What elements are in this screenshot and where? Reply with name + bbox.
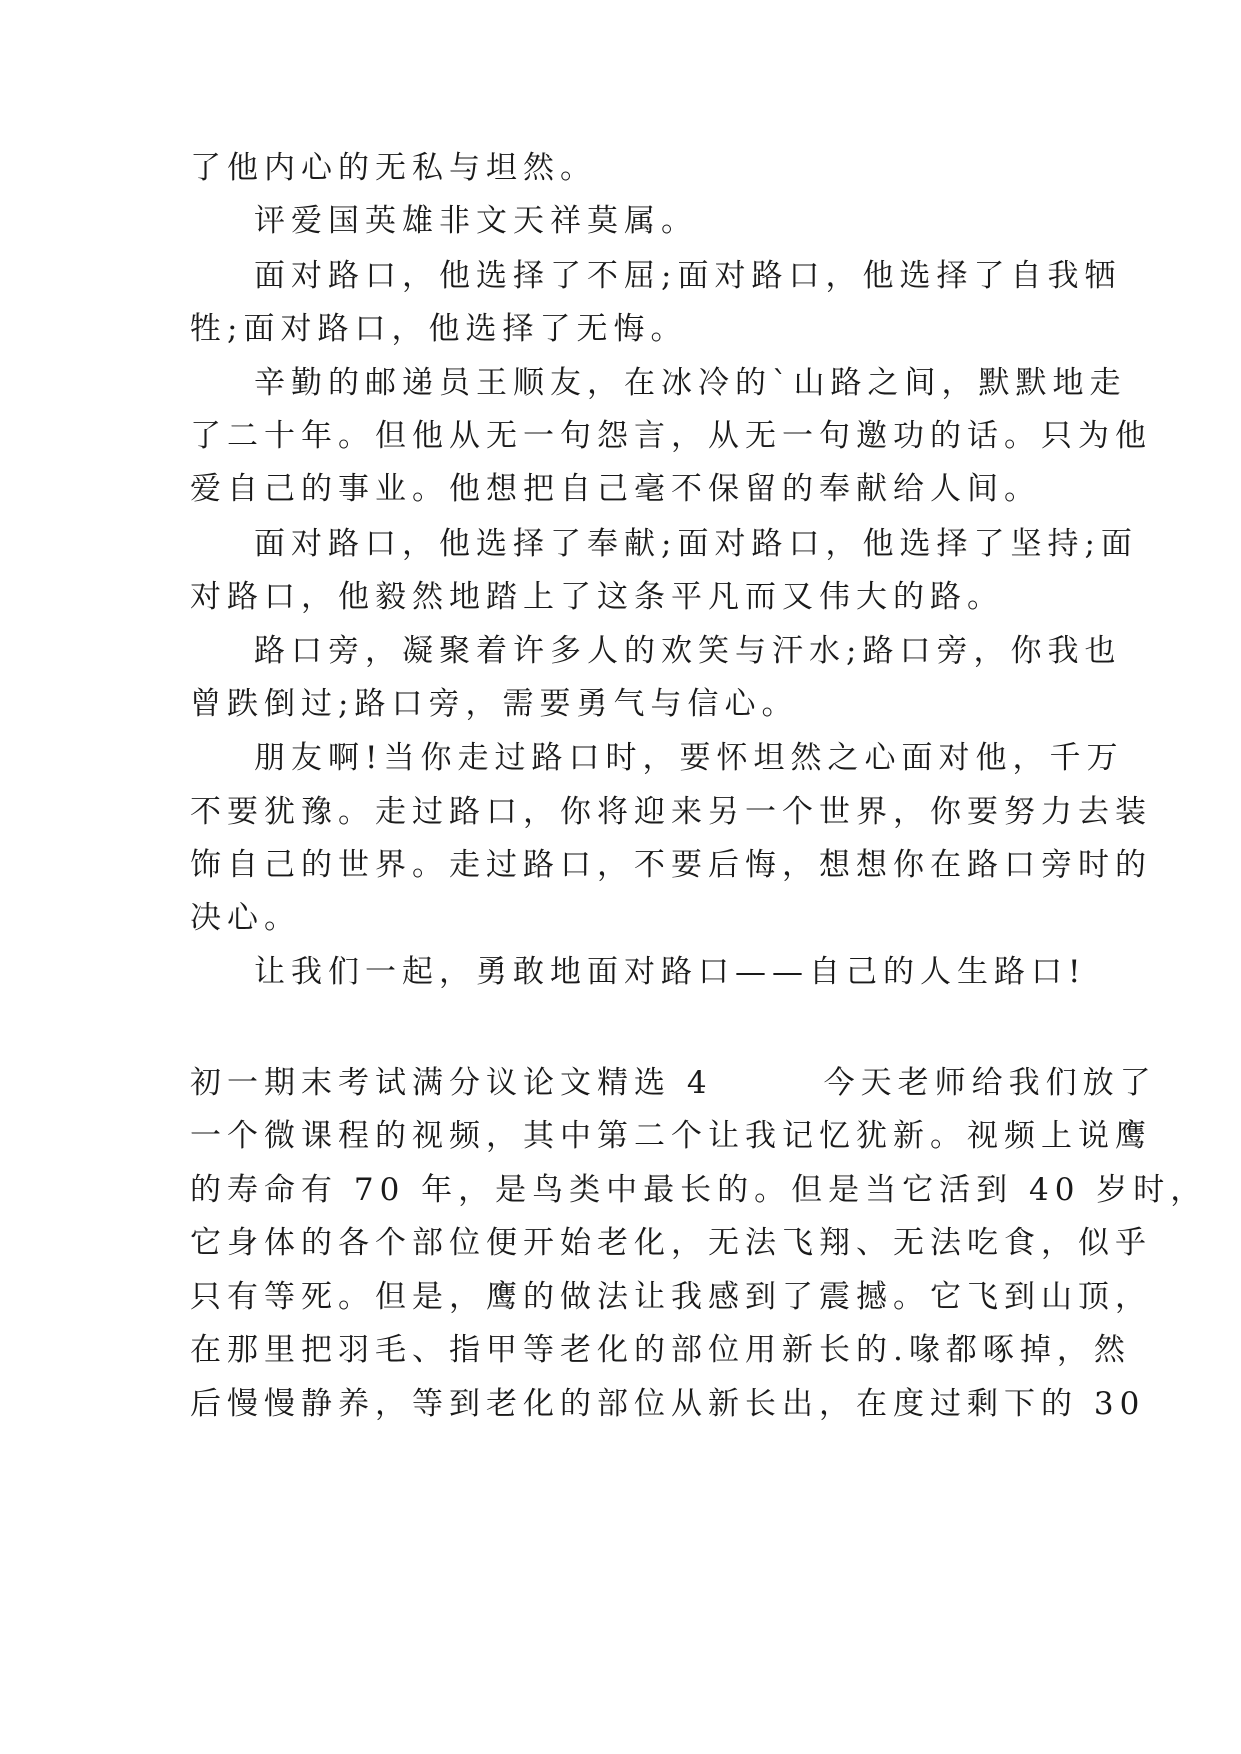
text-line: 爱自己的事业。他想把自己毫不保留的奉献给人间。 [190, 471, 1041, 507]
text-line: 不要犹豫。走过路口，你将迎来另一个世界，你要努力去装 [190, 794, 1152, 830]
text-line: 在那里把羽毛、指甲等老化的部位用新长的.喙都啄掉，然 [190, 1332, 1131, 1368]
text-line: 后慢慢静养，等到老化的部位从新长出，在度过剩下的 30 [190, 1386, 1146, 1422]
text-line: 了他内心的无私与坦然。 [190, 150, 597, 186]
text-line: 决心。 [190, 900, 301, 936]
paragraph-line: 让我们一起，勇敢地面对路口——自己的人生路口! [254, 954, 1087, 990]
text-line: 只有等死。但是，鹰的做法让我感到了震撼。它飞到山顶， [190, 1279, 1152, 1315]
text-line: 饰自己的世界。走过路口，不要后悔，想想你在路口旁时的 [190, 847, 1152, 883]
text-line: 它身体的各个部位便开始老化，无法飞翔、无法吃食，似乎 [190, 1225, 1152, 1261]
text-line: 牲;面对路口，他选择了无悔。 [190, 311, 688, 347]
text-line: 的寿命有 70 年，是鸟类中最长的。但是当它活到 40 岁时， [190, 1172, 1208, 1208]
paragraph-line: 路口旁，凝聚着许多人的欢笑与汗水;路口旁，你我也 [254, 633, 1122, 669]
text-line: 曾跌倒过;路口旁，需要勇气与信心。 [190, 686, 799, 722]
text-line: 一个微课程的视频，其中第二个让我记忆犹新。视频上说鹰 [190, 1118, 1152, 1154]
paragraph-line: 面对路口，他选择了奉献;面对路口，他选择了坚持;面 [254, 526, 1138, 562]
text-line: 了二十年。但他从无一句怨言，从无一句邀功的话。只为他 [190, 418, 1152, 454]
paragraph-line: 评爱国英雄非文天祥莫属。 [254, 203, 698, 239]
paragraph-line: 辛勤的邮递员王顺友，在冰冷的`山路之间，默默地走 [254, 365, 1127, 401]
section-heading-line: 初一期末考试满分议论文精选 4 今天老师给我们放了 [190, 1065, 1157, 1101]
text-line: 对路口，他毅然地踏上了这条平凡而又伟大的路。 [190, 579, 1004, 615]
paragraph-line: 面对路口，他选择了不屈;面对路口，他选择了自我牺 [254, 258, 1122, 294]
paragraph-line: 朋友啊!当你走过路口时，要怀坦然之心面对他，千万 [254, 740, 1124, 776]
